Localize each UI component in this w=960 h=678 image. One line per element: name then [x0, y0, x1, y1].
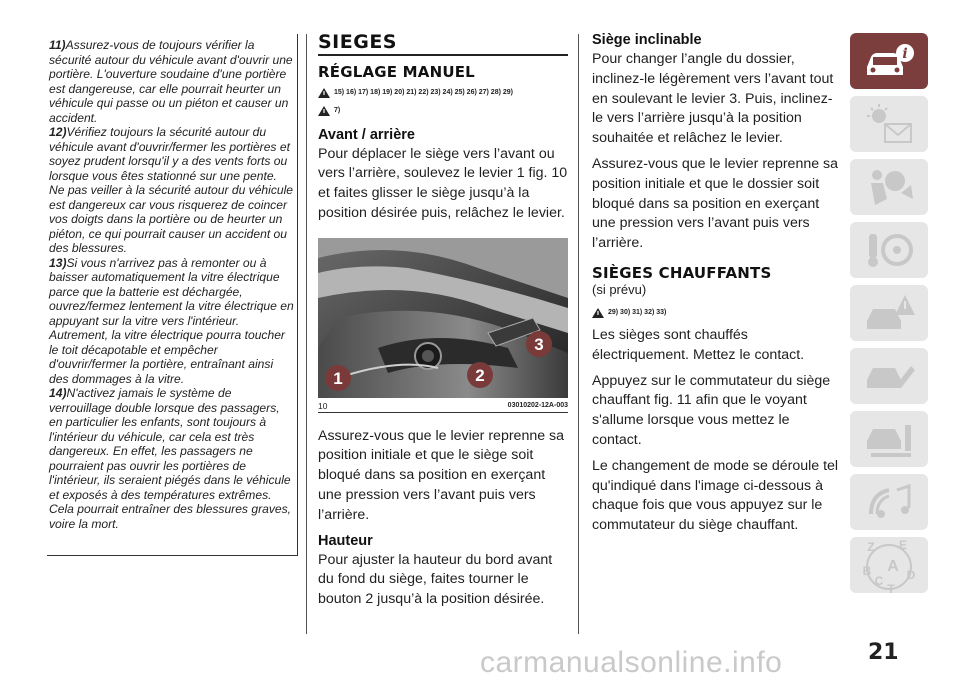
warnings-text: [49, 38, 295, 531]
page-number: 21: [868, 640, 899, 665]
heading-inclinable: Siège inclinable: [592, 32, 702, 48]
svg-text:T: T: [887, 582, 895, 593]
tab-multimedia[interactable]: [850, 474, 928, 530]
index-icon: [857, 537, 921, 593]
multimedia-icon: [861, 480, 917, 524]
svg-text:i: i: [902, 46, 908, 62]
figure-caption: [318, 400, 568, 412]
figure-code: 03010202-12A-003: [507, 402, 568, 410]
paragraph-assurez: Assurez-vous que le levier reprenne sa position initiale et que le siège soit bloqué dans sa position en exerçant une pression vers l’avant puis vers l’arrière.: [318, 427, 565, 523]
callout-1: 1: [333, 368, 343, 388]
seat-figure: [318, 238, 568, 398]
svg-text:C: C: [874, 574, 884, 588]
paragraph-inclinable-2: Assurez-vous que le levier reprenne sa position initiale et que le dossier soit bloqué dans sa position en exerçant une pression vers l’avant puis vers l’arrière.: [592, 155, 839, 252]
tab-specs[interactable]: [850, 411, 928, 467]
caution-triangle-icon: [318, 106, 330, 116]
paragraph-inclinable-1: Pour changer l’angle du dossier, inclinez-le légèrement vers l’avant tout en soulevant le levier 3. Puis, inclinez-le vers l’arrière jusqu’à la position souhaitée et relâchez le levier.: [592, 51, 834, 147]
section-title: SIEGES: [318, 31, 397, 53]
airbag-icon: [861, 165, 917, 209]
paragraph-chauffants-1: Les sièges sont chauffés électriquement. Mettez le contact.: [592, 326, 805, 363]
svg-text:D: D: [906, 568, 916, 582]
warning-triangle-icon: [318, 88, 330, 98]
figure-rule: [318, 412, 568, 413]
warning-lights-icon: [861, 102, 917, 146]
heading-hauteur: Hauteur: [318, 532, 373, 549]
warning-14: 14)N'activez jamais le système de verrouillage double lorsque des passagers, en particulier les enfants, sont toujours à l'intérieur du véhicule, car cela est très dangereux. En effet, les passagers ne pourraient pas ouvrir les portières de l'intérieur, ils seraient piégés dans le véhicule et exposés à des températures extrêmes. Cela pourrait entraîner des blessures graves, voire la mort.: [49, 386, 291, 531]
right-column: [592, 31, 842, 536]
seat-photo: [318, 238, 568, 398]
si-prevu: (si prévu): [592, 281, 647, 297]
warning-refs: 15) 16) 17) 18) 19) 20) 21) 22) 23) 24) 25) 26) 27) 28) 29): [318, 86, 568, 100]
warning-12: 12)Vérifiez toujours la sécurité autour du véhicule avant d'ouvrir/fermer les portières et soyez prudent lorsqu'il y a des vents forts ou lorsque vous êtes stationné sur une pente. Ne pas veiller à la sécurité autour du véhicule est dangereux car vous risquerez de coincer vos doigts dans la portière ou de heurter un piéton, ce qui pourrait causer un accident ou des blessures.: [49, 125, 294, 255]
callout-2: 2: [475, 365, 485, 385]
warning-13: 13)Si vous n'arrivez pas à remonter ou à baisser automatiquement la vitre électrique parce que la batterie est déchargée, ouvrez/fermez lentement la vitre électrique en appuyant sur la vitre vers l'intérieur. Autrement, la vitre électrique pourra toucher le toit décapotable et empêcher d'ouvrir/fermer la portière, entraînant ainsi des dommages à la vitre.: [49, 255, 294, 386]
subsection-title: RÉGLAGE MANUEL: [318, 62, 475, 81]
maintenance-icon: [861, 354, 917, 398]
middle-column: [318, 30, 568, 610]
chauffants-refs: 29) 30) 31) 32) 33): [592, 306, 842, 320]
column-divider-2: [578, 34, 579, 634]
title-sieges-chauffants: SIÈGES CHAUFFANTS: [592, 263, 772, 282]
tab-maintenance[interactable]: [850, 348, 928, 404]
chapter-tabs: [850, 33, 928, 600]
warning-11: 11)Assurez-vous de toujours vérifier la sécurité autour du véhicule avant d'ouvrir une portière. L'ouverture soudaine d'une portière est dangereuse, car elle pourrait heurter un véhicule qui passe ou un piéton et causer un accident.: [49, 38, 293, 125]
warning-triangle-icon: [592, 308, 604, 318]
callout-3: 3: [534, 334, 544, 354]
emergency-icon: [861, 291, 917, 335]
svg-text:B: B: [862, 564, 872, 578]
svg-text:A: A: [887, 558, 899, 575]
svg-text:Z: Z: [867, 540, 875, 554]
tab-emergency[interactable]: [850, 285, 928, 341]
tab-car-info[interactable]: [850, 33, 928, 89]
title-rule: [318, 54, 568, 56]
starting-driving-icon: [861, 228, 917, 272]
tab-warning-lights[interactable]: [850, 96, 928, 152]
figure-number: 10: [318, 400, 328, 411]
paragraph-avant-arriere: Pour déplacer le siège vers l’avant ou vers l’arrière, soulevez le levier 1 fig. 10 et faites glisser le siège jusqu’à la position désirée puis, relâchez le levier.: [318, 145, 568, 221]
svg-text:E: E: [898, 538, 908, 552]
heading-avant-arriere: Avant / arrière: [318, 126, 415, 143]
watermark: carmanualsonline.info: [480, 646, 783, 678]
caution-refs: 7): [318, 104, 568, 118]
column-divider-1: [306, 34, 307, 634]
specs-icon: [861, 417, 917, 461]
car-info-icon: [861, 41, 917, 81]
tab-safety[interactable]: [850, 159, 928, 215]
tab-index[interactable]: [850, 537, 928, 593]
paragraph-hauteur: Pour ajuster la hauteur du bord avant du fond du siège, faites tourner le bouton 2 jusqu’à la position désirée.: [318, 551, 553, 608]
paragraph-chauffants-3: Le changement de mode se déroule tel qu'indiqué dans l'image ci-dessous à chaque fois que vous appuyez sur le commutateur du siège chauffant.: [592, 457, 839, 534]
tab-starting[interactable]: [850, 222, 928, 278]
paragraph-chauffants-2: Appuyez sur le commutateur du siège chauffant fig. 11 afin que le voyant s'allume lorsque vous mettez le contact.: [592, 372, 831, 448]
